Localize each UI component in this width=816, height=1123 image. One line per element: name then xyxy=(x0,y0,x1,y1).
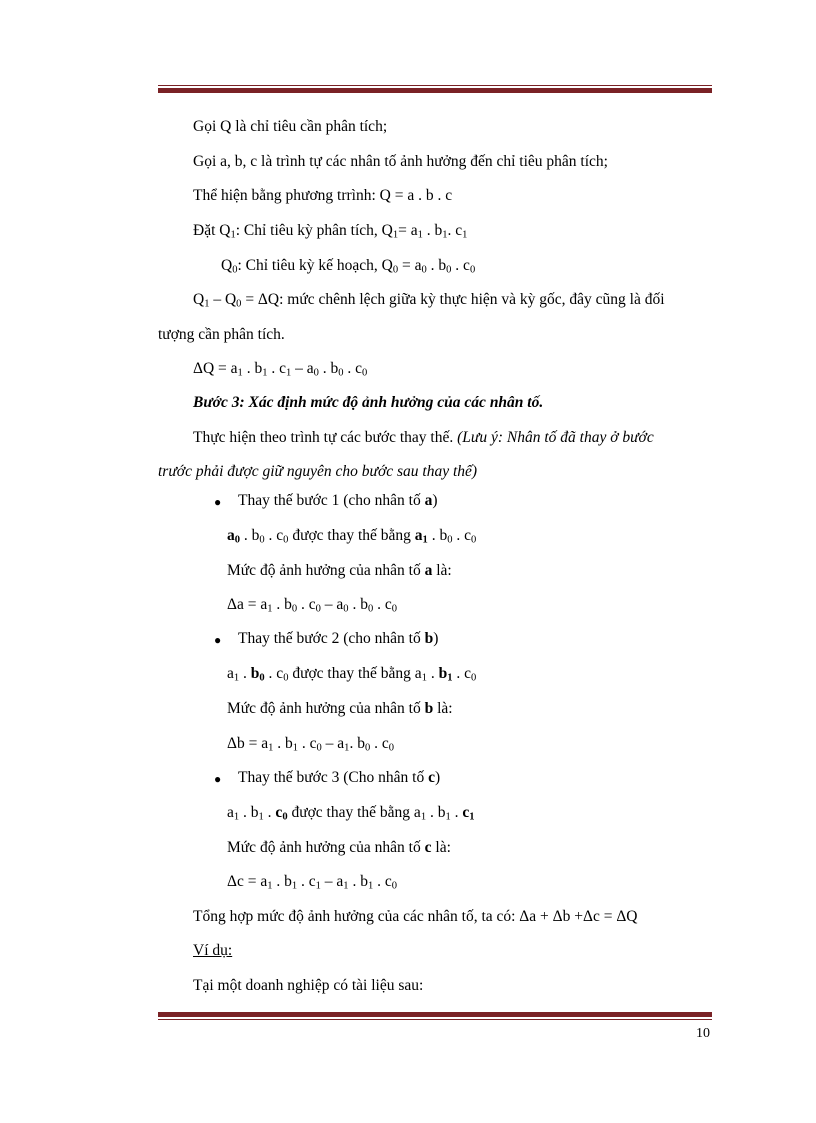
step3-effect-label: Mức độ ảnh hưởng của nhân tố c là: xyxy=(227,839,451,856)
text-line-procedure: Thực hiện theo trình tự các bước thay thế. (Lưu ý: Nhân tố đã thay ở bước xyxy=(193,429,654,446)
step1-effect-label: Mức độ ảnh hưởng của nhân tố a là: xyxy=(227,562,452,579)
text-line-note: trước phải được giữ nguyên cho bước sau thay thế) xyxy=(158,463,478,480)
step2-effect-label: Mức độ ảnh hưởng của nhân tố b là: xyxy=(227,700,453,717)
text-line-target: tượng cần phân tích. xyxy=(158,326,285,343)
step1-delta-formula: $\Delta a = a_1$ . $b_0$ . $c_0 - a_0$ . $b_0$ . $c_0$ xyxy=(227,596,397,615)
step3-delta-formula: $\Delta c = a_1$ . $b_1$ . $c_1 - a_1$ . $b_1$ . $c_0$ xyxy=(227,873,397,892)
step2-delta-formula: $\Delta b = a_1$ . $b_1$ . $c_0 - a_1$. $b_0$ . $c_0$ xyxy=(227,735,394,754)
text-line-delta-q-def: $Q_1 - Q_0 = \Delta Q$: mức chênh lệch giữa kỳ thực hiện và kỳ gốc, đây cũng là đối xyxy=(193,291,665,310)
header-rule xyxy=(158,85,712,94)
step1-substitution: $a_0$ . $b_0$ . $c_0$ được thay thế bằng $a_1$ . $b_0$ . $c_0$ xyxy=(227,527,477,546)
bullet-icon: ● xyxy=(214,495,222,509)
text-line-delta-q-formula: $\Delta Q = a_1$ . $b_1$ . $c_1 - a_0$ . $b_0$ . $c_0$ xyxy=(193,360,368,379)
text-line-goi-q: Gọi Q là chỉ tiêu cần phân tích; xyxy=(193,118,388,135)
text-line-q1: Đặt $Q_1$: Chỉ tiêu kỳ phân tích, $Q_1= a_1$ . $b_1$. $c_1$ xyxy=(193,222,468,241)
step3-substitution: $a_1$ . $b_1$ . $c_0$ được thay thế bằng $a_1$ . $b_1$ . $c_1$ xyxy=(227,804,475,823)
example-intro: Tại một doanh nghiệp có tài liệu sau: xyxy=(193,977,424,994)
text-line-q0: $Q_0$: Chỉ tiêu kỳ kế hoạch, $Q_0 = a_0$ . $b_0$ . $c_0$ xyxy=(221,257,476,276)
step1-title: Thay thế bước 1 (cho nhân tố a) xyxy=(238,492,438,509)
step3-heading: Bước 3: Xác định mức độ ảnh hưởng của các nhân tố. xyxy=(193,394,544,411)
bullet-icon: ● xyxy=(214,772,222,786)
step3-title: Thay thế bước 3 (Cho nhân tố c) xyxy=(238,769,441,786)
bullet-icon: ● xyxy=(214,633,222,647)
footer-rule xyxy=(158,1012,712,1021)
summary-line: Tổng hợp mức độ ảnh hưởng của các nhân tố, ta có: Δa + Δb +Δc = ΔQ xyxy=(193,908,638,925)
step2-title: Thay thế bước 2 (cho nhân tố b) xyxy=(238,630,439,647)
step2-substitution: $a_1$ . $b_0$ . $c_0$ được thay thế bằng $a_1$ . $b_1$ . $c_0$ xyxy=(227,665,477,684)
text-line-goi-abc: Gọi a, b, c là trình tự các nhân tố ảnh hưởng đến chỉ tiêu phân tích; xyxy=(193,153,608,170)
example-heading: Ví dụ: xyxy=(193,942,233,959)
page-number: 10 xyxy=(696,1026,710,1041)
text-line-equation: Thể hiện bằng phương trrình: Q = a . b . c xyxy=(193,187,453,204)
